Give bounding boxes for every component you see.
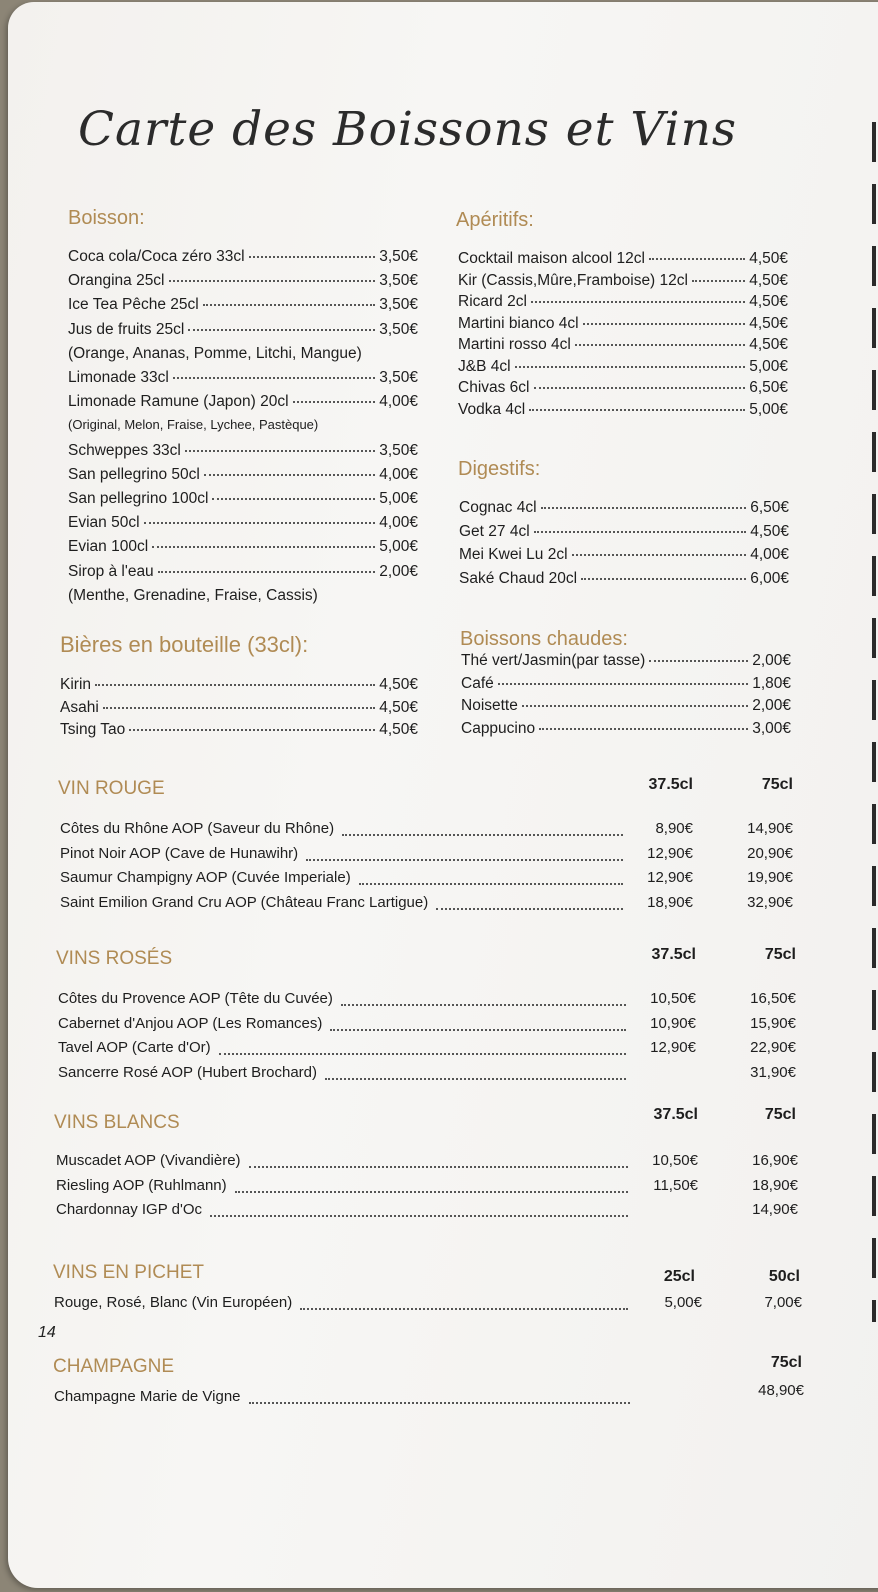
menu-item-row	[461, 675, 791, 697]
price-small: 11,50€	[653, 1176, 698, 1194]
leader-dots	[341, 1004, 626, 1006]
price-small: 10,90€	[650, 1014, 696, 1032]
section-title-champagne: CHAMPAGNE	[53, 1356, 175, 1377]
menu-item-row	[458, 315, 788, 337]
item-name: Limonade Ramune (Japon) 20cl	[68, 393, 289, 411]
item-note: (Orange, Ananas, Pomme, Litchi, Mangue)	[68, 344, 362, 362]
price-small: 12,90€	[647, 869, 693, 886]
menu-item-row	[458, 401, 788, 423]
section-title-bieres: Bières en bouteille (33cl):	[60, 632, 309, 657]
champagne-header-75: 75cl	[770, 1354, 802, 1371]
leader-dots	[581, 578, 746, 580]
vin-rouge-header-375: 37.5cl	[648, 776, 693, 793]
page-number: 14	[38, 1324, 56, 1341]
item-name: Martini bianco 4cl	[458, 314, 579, 332]
menu-item-row	[458, 272, 788, 294]
item-price: 4,50€	[749, 336, 788, 353]
leader-dots	[188, 329, 375, 331]
item-price: 3,00€	[752, 719, 791, 737]
menu-item-row	[459, 546, 789, 568]
item-name: San pellegrino 100cl	[68, 490, 209, 507]
item-price: 4,00€	[750, 546, 789, 563]
leader-dots	[649, 258, 745, 260]
item-price: 6,00€	[750, 569, 789, 587]
item-name: Café	[461, 674, 494, 692]
leader-dots	[300, 1308, 628, 1310]
leader-dots	[330, 1029, 626, 1031]
leader-dots	[583, 323, 746, 325]
leader-dots	[306, 859, 623, 861]
menu-item-row	[459, 523, 789, 545]
wine-row	[60, 820, 793, 842]
leader-dots	[158, 571, 376, 573]
wine-row	[58, 1064, 796, 1086]
leader-dots	[249, 1166, 628, 1168]
item-note: (Menthe, Grenadine, Fraise, Cassis)	[68, 586, 318, 604]
wine-row	[60, 894, 793, 916]
leader-dots	[204, 474, 375, 476]
item-name: Asahi	[60, 698, 99, 716]
leader-dots	[539, 728, 748, 730]
menu-page	[8, 2, 878, 1588]
wine-name: Riesling AOP (Ruhlmann)	[56, 1176, 227, 1194]
wine-row	[60, 845, 793, 867]
item-name: Cappucino	[461, 719, 536, 737]
item-price: 2,00€	[752, 697, 791, 714]
item-price: 4,50€	[749, 250, 788, 267]
leader-dots	[342, 834, 623, 836]
item-price: 5,00€	[749, 357, 788, 375]
menu-item-row	[68, 296, 418, 318]
price-large: 22,90€	[750, 1039, 796, 1056]
item-name: Get 27 4cl	[459, 522, 530, 540]
item-name: Cognac 4cl	[459, 499, 537, 516]
leader-dots	[325, 1078, 626, 1080]
item-name: Cocktail maison alcool 12cl	[458, 250, 645, 267]
menu-item-row	[60, 676, 418, 698]
leader-dots	[144, 522, 376, 524]
item-price: 6,50€	[749, 379, 788, 396]
price-large: 7,00€	[764, 1294, 802, 1311]
section-title-vins-en-pichet: VINS EN PICHET	[53, 1262, 204, 1283]
wine-name: Côtes du Rhône AOP (Saveur du Rhône)	[60, 820, 335, 837]
price-small: 8,90€	[655, 820, 693, 837]
item-price: 5,00€	[749, 400, 788, 418]
item-price: 3,50€	[379, 248, 418, 265]
item-name: Orangina 25cl	[68, 272, 165, 290]
item-name: Vodka 4cl	[458, 400, 526, 418]
item-name: Thé vert/Jasmin(par tasse)	[461, 652, 646, 669]
item-price: 4,50€	[749, 293, 788, 310]
item-name: Jus de fruits 25cl	[68, 320, 185, 338]
item-name: Evian 100cl	[68, 538, 149, 556]
item-price: 4,50€	[379, 698, 418, 716]
item-note: (Original, Melon, Fraise, Lychee, Pastèque)	[68, 417, 319, 433]
menu-item-row	[68, 442, 418, 464]
vins-roses-header-375: 37.5cl	[651, 946, 696, 963]
leader-dots	[129, 729, 375, 731]
wine-name: Tavel AOP (Carte d'Or)	[58, 1039, 211, 1056]
binding-edge	[872, 122, 876, 1322]
price-large: 48,90€	[758, 1382, 804, 1399]
menu-item-row	[458, 336, 788, 358]
section-title-vins-blancs: VINS BLANCS	[54, 1112, 180, 1133]
item-name: Sirop à l'eau	[68, 562, 154, 580]
wine-row	[58, 990, 796, 1012]
item-price: 4,50€	[749, 314, 788, 332]
leader-dots	[529, 409, 745, 411]
menu-item-row	[458, 379, 788, 401]
leader-dots	[531, 301, 745, 303]
menu-item-row	[458, 250, 788, 272]
item-price: 3,50€	[379, 296, 418, 314]
item-price: 4,00€	[379, 393, 418, 411]
leader-dots	[692, 280, 745, 282]
wine-name: Saumur Champigny AOP (Cuvée Imperiale)	[60, 869, 351, 886]
item-price: 4,50€	[749, 271, 788, 289]
menu-item-row	[458, 358, 788, 380]
section-title-boissons-chaudes: Boissons chaudes:	[460, 628, 628, 650]
item-price: 4,50€	[750, 522, 789, 540]
section-title-vin-rouge: VIN ROUGE	[58, 778, 165, 799]
leader-dots	[522, 705, 748, 707]
leader-dots	[103, 707, 375, 709]
wine-row	[56, 1152, 798, 1174]
leader-dots	[572, 554, 747, 556]
vin-rouge-header-75: 75cl	[761, 776, 793, 793]
item-price: 1,80€	[752, 674, 791, 692]
menu-item-row	[60, 699, 418, 721]
menu-item-row	[459, 499, 789, 521]
leader-dots	[152, 546, 375, 548]
price-large: 20,90€	[747, 844, 793, 862]
leader-dots	[436, 908, 623, 910]
menu-item-row	[68, 538, 418, 560]
menu-item-row	[68, 490, 418, 512]
wine-name: Champagne Marie de Vigne	[54, 1388, 241, 1405]
wine-name: Sancerre Rosé AOP (Hubert Brochard)	[58, 1063, 318, 1081]
leader-dots	[185, 450, 375, 452]
price-small: 10,50€	[652, 1152, 698, 1169]
vins-blancs-header-375: 37.5cl	[653, 1106, 698, 1123]
leader-dots	[173, 377, 375, 379]
leader-dots	[541, 507, 747, 509]
leader-dots	[95, 684, 375, 686]
leader-dots	[293, 401, 376, 403]
price-large: 14,90€	[752, 1201, 798, 1218]
item-name: Ricard 2cl	[458, 293, 527, 310]
wine-name: Chardonnay IGP d'Oc	[56, 1201, 203, 1218]
menu-item-row	[461, 720, 791, 742]
item-name: Noisette	[461, 697, 518, 714]
item-name: Saké Chaud 20cl	[459, 569, 578, 587]
item-name: San pellegrino 50cl	[68, 465, 200, 483]
wine-row	[54, 1294, 802, 1316]
leader-dots	[203, 304, 376, 306]
vins-blancs-header-75: 75cl	[764, 1106, 796, 1123]
leader-dots	[515, 366, 746, 368]
leader-dots	[649, 660, 748, 662]
price-large: 32,90€	[747, 893, 793, 911]
item-price: 4,00€	[379, 465, 418, 483]
price-small: 10,50€	[650, 990, 696, 1007]
leader-dots	[534, 531, 747, 533]
item-price: 6,50€	[750, 499, 789, 516]
wine-name: Cabernet d'Anjou AOP (Les Romances)	[58, 1014, 323, 1032]
wine-name: Saint Emilion Grand Cru AOP (Château Franc Lartigue)	[60, 893, 429, 911]
wine-name: Côtes du Provence AOP (Tête du Cuvée)	[58, 990, 333, 1007]
leader-dots	[249, 256, 376, 258]
section-title-aperitifs: Apéritifs:	[456, 209, 534, 231]
price-small: 18,90€	[647, 893, 693, 911]
menu-item-row	[68, 369, 418, 391]
price-small: 12,90€	[650, 1039, 696, 1056]
menu-item-row	[68, 248, 418, 270]
wine-row	[58, 1015, 796, 1037]
section-title-vins-roses: VINS ROSÉS	[56, 948, 173, 969]
item-name: Martini rosso 4cl	[458, 336, 571, 353]
leader-dots	[219, 1053, 626, 1055]
wine-row	[54, 1382, 804, 1410]
item-name: Coca cola/Coca zéro 33cl	[68, 248, 245, 265]
leader-dots	[498, 683, 748, 685]
section-title-digestifs: Digestifs:	[458, 458, 541, 480]
leader-dots	[249, 1402, 630, 1404]
wine-name: Pinot Noir AOP (Cave de Hunawihr)	[60, 844, 299, 862]
wine-row	[56, 1177, 798, 1199]
menu-item-row	[461, 652, 791, 674]
item-name: Ice Tea Pêche 25cl	[68, 296, 199, 314]
item-price: 3,50€	[379, 441, 418, 459]
leader-dots	[575, 344, 745, 346]
price-large: 31,90€	[750, 1063, 796, 1081]
menu-item-row	[68, 321, 418, 343]
item-price: 4,00€	[379, 514, 418, 532]
leader-dots	[534, 387, 746, 389]
section-title-boisson: Boisson:	[68, 207, 145, 229]
item-price: 2,00€	[379, 562, 418, 580]
vins-roses-header-75: 75cl	[764, 946, 796, 963]
pichet-header-25: 25cl	[663, 1268, 695, 1285]
wine-name: Rouge, Rosé, Blanc (Vin Européen)	[54, 1294, 293, 1311]
item-name: Evian 50cl	[68, 514, 140, 532]
menu-item-row	[68, 514, 418, 536]
item-price: 3,50€	[379, 320, 418, 338]
price-large: 18,90€	[752, 1176, 798, 1194]
menu-item-row	[68, 466, 418, 488]
item-price: 5,00€	[379, 538, 418, 556]
menu-item-row	[68, 393, 418, 415]
menu-title: Carte des Boissons et Vins	[78, 102, 737, 157]
price-large: 19,90€	[747, 869, 793, 886]
pichet-header-50: 50cl	[768, 1268, 800, 1285]
item-name: Limonade 33cl	[68, 369, 169, 386]
leader-dots	[210, 1215, 628, 1217]
price-large: 16,50€	[750, 990, 796, 1007]
price-small: 12,90€	[647, 844, 693, 862]
item-price: 4,50€	[379, 676, 418, 693]
price-large: 14,90€	[747, 820, 793, 837]
wine-row	[58, 1039, 796, 1061]
menu-item-row	[458, 293, 788, 315]
item-price: 4,50€	[379, 721, 418, 738]
wine-name: Muscadet AOP (Vivandière)	[56, 1152, 241, 1169]
item-name: Schweppes 33cl	[68, 441, 181, 459]
item-name: Kir (Cassis,Mûre,Framboise) 12cl	[458, 271, 688, 289]
leader-dots	[212, 498, 375, 500]
leader-dots	[169, 280, 376, 282]
item-name: Tsing Tao	[60, 721, 126, 738]
price-large: 15,90€	[750, 1014, 796, 1032]
menu-item-row	[459, 570, 789, 592]
menu-item-row	[68, 563, 418, 585]
item-name: Chivas 6cl	[458, 379, 530, 396]
leader-dots	[359, 883, 623, 885]
item-price: 3,50€	[379, 272, 418, 290]
item-price: 3,50€	[379, 369, 418, 386]
leader-dots	[235, 1191, 628, 1193]
item-name: J&B 4cl	[458, 357, 511, 375]
item-price: 2,00€	[752, 652, 791, 669]
item-price: 5,00€	[379, 490, 418, 507]
menu-item-row	[461, 697, 791, 719]
menu-item-row	[60, 721, 418, 743]
price-large: 16,90€	[752, 1152, 798, 1169]
wine-row	[56, 1201, 798, 1223]
menu-item-row	[68, 272, 418, 294]
item-name: Mei Kwei Lu 2cl	[459, 546, 568, 563]
price-small: 5,00€	[664, 1294, 702, 1311]
wine-row	[60, 869, 793, 891]
item-name: Kirin	[60, 676, 92, 693]
